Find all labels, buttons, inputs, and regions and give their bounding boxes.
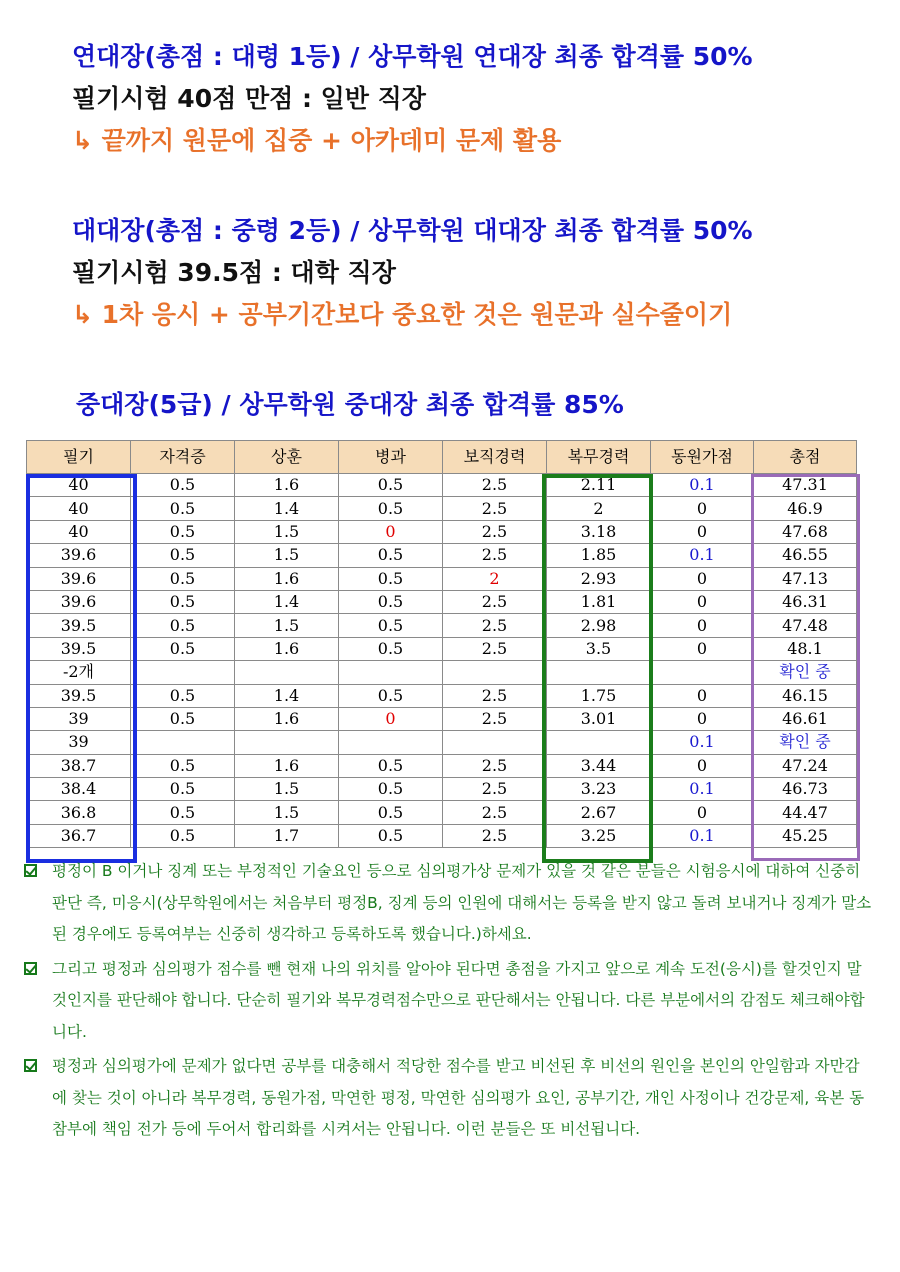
table-cell: 0.5 bbox=[339, 614, 443, 637]
note-item bbox=[22, 954, 872, 1049]
table-cell: 47.48 bbox=[754, 614, 857, 637]
table-cell: 46.9 bbox=[754, 497, 857, 520]
table-cell: 2.5 bbox=[443, 754, 547, 777]
score-table-body bbox=[27, 474, 857, 848]
table-row bbox=[27, 801, 857, 824]
table-row bbox=[27, 474, 857, 497]
section-heading: 중대장(5급) / 상무학원 중대장 최종 합격률 85% bbox=[76, 390, 624, 419]
section-detail: 필기시험 39.5점 : 대학 직장 bbox=[72, 258, 396, 287]
table-cell: 2.5 bbox=[443, 497, 547, 520]
table-cell: 1.5 bbox=[235, 778, 339, 801]
table-row bbox=[27, 590, 857, 613]
table-cell: 3.23 bbox=[547, 778, 651, 801]
table-cell: 46.31 bbox=[754, 590, 857, 613]
table-cell bbox=[547, 661, 651, 684]
section-tip: ↳ 1차 응시 + 공부기간보다 중요한 것은 원문과 실수줄이기 bbox=[72, 300, 733, 329]
table-cell: 2.5 bbox=[443, 520, 547, 543]
table-cell: 0 bbox=[651, 684, 754, 707]
column-header: 병과 bbox=[339, 441, 443, 474]
score-table bbox=[26, 440, 857, 848]
table-cell: 2.93 bbox=[547, 567, 651, 590]
table-cell: 1.6 bbox=[235, 754, 339, 777]
checkbox-checked-icon bbox=[24, 962, 37, 975]
table-cell: 0 bbox=[339, 520, 443, 543]
table-cell: 1.75 bbox=[547, 684, 651, 707]
table-cell: 0.5 bbox=[339, 567, 443, 590]
table-cell: 40 bbox=[27, 497, 131, 520]
table-cell: 0 bbox=[651, 590, 754, 613]
table-cell: 0.5 bbox=[339, 637, 443, 660]
table-cell: 47.31 bbox=[754, 474, 857, 497]
table-cell: 0 bbox=[651, 754, 754, 777]
table-cell: 1.7 bbox=[235, 824, 339, 847]
table-cell: 0.5 bbox=[131, 707, 235, 730]
table-cell: 0.5 bbox=[339, 474, 443, 497]
table-row bbox=[27, 497, 857, 520]
table-cell: 46.55 bbox=[754, 544, 857, 567]
table-cell bbox=[547, 731, 651, 754]
table-cell: 39 bbox=[27, 731, 131, 754]
table-cell: 0 bbox=[651, 614, 754, 637]
section-heading: 연대장(총점 : 대령 1등) / 상무학원 연대장 최종 합격률 50% bbox=[72, 42, 753, 71]
table-cell: 2.5 bbox=[443, 544, 547, 567]
table-cell: 0.1 bbox=[651, 778, 754, 801]
table-cell: 2.5 bbox=[443, 684, 547, 707]
table-cell: 47.24 bbox=[754, 754, 857, 777]
table-cell: 0.1 bbox=[651, 544, 754, 567]
table-cell: 39.6 bbox=[27, 590, 131, 613]
table-cell: 0.5 bbox=[339, 684, 443, 707]
section-lt-colonel bbox=[72, 210, 753, 336]
table-cell: 48.1 bbox=[754, 637, 857, 660]
table-cell: 2.5 bbox=[443, 778, 547, 801]
section-detail: 필기시험 40점 만점 : 일반 직장 bbox=[72, 84, 426, 113]
table-cell bbox=[339, 661, 443, 684]
table-cell: 0.5 bbox=[339, 590, 443, 613]
table-cell: 2 bbox=[443, 567, 547, 590]
table-cell: 3.01 bbox=[547, 707, 651, 730]
table-cell bbox=[235, 661, 339, 684]
table-cell: 1.5 bbox=[235, 544, 339, 567]
table-cell: 0 bbox=[651, 801, 754, 824]
table-cell: 0.5 bbox=[339, 778, 443, 801]
table-row bbox=[27, 707, 857, 730]
table-cell bbox=[235, 731, 339, 754]
table-cell: 1.4 bbox=[235, 590, 339, 613]
table-cell: 40 bbox=[27, 474, 131, 497]
table-cell: 2.98 bbox=[547, 614, 651, 637]
table-cell: 3.44 bbox=[547, 754, 651, 777]
table-cell: 3.5 bbox=[547, 637, 651, 660]
table-cell: 36.7 bbox=[27, 824, 131, 847]
table-row bbox=[27, 520, 857, 543]
table-cell: 0.1 bbox=[651, 824, 754, 847]
table-cell: 39.5 bbox=[27, 614, 131, 637]
table-cell: 39 bbox=[27, 707, 131, 730]
column-header: 보직경력 bbox=[443, 441, 547, 474]
table-row bbox=[27, 754, 857, 777]
table-cell: 0 bbox=[651, 497, 754, 520]
table-cell: 38.4 bbox=[27, 778, 131, 801]
table-cell: 46.15 bbox=[754, 684, 857, 707]
table-cell: 3.18 bbox=[547, 520, 651, 543]
table-cell: 46.73 bbox=[754, 778, 857, 801]
table-cell: 0.5 bbox=[131, 614, 235, 637]
section-colonel bbox=[72, 36, 753, 162]
table-cell: 확인 중 bbox=[754, 661, 857, 684]
note-text: 평정이 B 이거나 징계 또는 부정적인 기술요인 등으로 심의평가상 문제가 있을 것 같은 분들은 시험응시에 대하여 신중히 판단 즉, 미응시(상무학원에서는 처음부터 평정B, 징계 등의 인원에 대해서는 등록을 받지 않고 돌려 보내거나 징계가 말소된 경우에도 등록여부는 신중히 생각하고 등록하도록 했습니다.)하세요. bbox=[52, 862, 872, 943]
table-cell: 0.5 bbox=[339, 754, 443, 777]
table-row bbox=[27, 544, 857, 567]
table-cell: 0.5 bbox=[339, 801, 443, 824]
table-cell: 40 bbox=[27, 520, 131, 543]
table-cell: 2.5 bbox=[443, 614, 547, 637]
checkbox-checked-icon bbox=[24, 864, 37, 877]
table-cell: 0.5 bbox=[131, 824, 235, 847]
column-header: 자격증 bbox=[131, 441, 235, 474]
section-heading: 대대장(총점 : 중령 2등) / 상무학원 대대장 최종 합격률 50% bbox=[72, 216, 753, 245]
table-cell: 2.5 bbox=[443, 801, 547, 824]
table-cell: 39.5 bbox=[27, 637, 131, 660]
note-text: 그리고 평정과 심의평가 점수를 뺀 현재 나의 위치를 알아야 된다면 총점을 가지고 앞으로 계속 도전(응시)를 할것인지 말것인지를 판단해야 합니다. 단순히 필기와 복무경력점수만으로 판단해서는 안됩니다. 다른 부분에서의 감점도 체크해야합니다. bbox=[52, 959, 865, 1041]
table-cell: 2.5 bbox=[443, 824, 547, 847]
table-cell: 0.5 bbox=[131, 567, 235, 590]
table-cell: 2 bbox=[547, 497, 651, 520]
table-cell: 0 bbox=[651, 567, 754, 590]
table-cell: 0.5 bbox=[131, 637, 235, 660]
table-cell: 36.8 bbox=[27, 801, 131, 824]
checkbox-checked-icon bbox=[24, 1059, 37, 1072]
section-captain bbox=[76, 384, 624, 426]
score-table-header bbox=[27, 441, 857, 474]
table-cell: 1.81 bbox=[547, 590, 651, 613]
table-cell bbox=[443, 661, 547, 684]
table-cell: 2.5 bbox=[443, 707, 547, 730]
table-cell: 47.68 bbox=[754, 520, 857, 543]
table-cell: 47.13 bbox=[754, 567, 857, 590]
table-cell: 0.5 bbox=[131, 801, 235, 824]
table-cell: 38.7 bbox=[27, 754, 131, 777]
table-cell: 2.5 bbox=[443, 637, 547, 660]
table-cell: 0.5 bbox=[131, 474, 235, 497]
table-cell: 0 bbox=[339, 707, 443, 730]
table-row bbox=[27, 778, 857, 801]
table-cell: 1.4 bbox=[235, 684, 339, 707]
table-cell: 1.6 bbox=[235, 637, 339, 660]
table-cell: 1.5 bbox=[235, 520, 339, 543]
table-cell: 3.25 bbox=[547, 824, 651, 847]
note-text: 평정과 심의평가에 문제가 없다면 공부를 대충해서 적당한 점수를 받고 비선된 후 비선의 원인을 본인의 안일함과 자만감에 찾는 것이 아니라 복무경력, 동원가점, 막연한 평정, 막연한 심의평가 요인, 공부기간, 개인 사정이나 건강문제, 육본 동참부에 책임 전가 등에 두어서 합리화를 시켜서는 안됩니다. 이런 분들은 또 비선됩니다. bbox=[52, 1057, 865, 1138]
table-cell: 0.5 bbox=[131, 544, 235, 567]
table-cell: 46.61 bbox=[754, 707, 857, 730]
table-cell: 0.5 bbox=[339, 824, 443, 847]
table-cell: 2.11 bbox=[547, 474, 651, 497]
table-cell: 0.5 bbox=[131, 754, 235, 777]
column-header: 필기 bbox=[27, 441, 131, 474]
column-header: 총점 bbox=[754, 441, 857, 474]
table-cell: 39.6 bbox=[27, 544, 131, 567]
table-cell: 2.5 bbox=[443, 590, 547, 613]
table-cell: 0.5 bbox=[131, 778, 235, 801]
table-cell bbox=[651, 661, 754, 684]
table-cell: 1.5 bbox=[235, 614, 339, 637]
table-cell: 1.5 bbox=[235, 801, 339, 824]
table-cell: 0.1 bbox=[651, 474, 754, 497]
table-cell: 39.5 bbox=[27, 684, 131, 707]
table-cell bbox=[339, 731, 443, 754]
table-cell: 1.6 bbox=[235, 567, 339, 590]
table-cell: 확인 중 bbox=[754, 731, 857, 754]
table-cell: 1.85 bbox=[547, 544, 651, 567]
table-row bbox=[27, 614, 857, 637]
table-row bbox=[27, 661, 857, 684]
table-cell: 1.4 bbox=[235, 497, 339, 520]
table-cell: 44.47 bbox=[754, 801, 857, 824]
table-cell bbox=[131, 731, 235, 754]
table-row bbox=[27, 731, 857, 754]
column-header: 상훈 bbox=[235, 441, 339, 474]
table-cell: 45.25 bbox=[754, 824, 857, 847]
table-cell bbox=[443, 731, 547, 754]
table-cell: 1.6 bbox=[235, 707, 339, 730]
table-cell: 2.5 bbox=[443, 474, 547, 497]
table-cell: 0 bbox=[651, 637, 754, 660]
table-cell: 0.5 bbox=[131, 590, 235, 613]
table-cell: 39.6 bbox=[27, 567, 131, 590]
table-row bbox=[27, 824, 857, 847]
table-cell: 0.5 bbox=[131, 520, 235, 543]
table-row bbox=[27, 637, 857, 660]
table-cell: 0.5 bbox=[131, 497, 235, 520]
table-cell: 0.5 bbox=[131, 684, 235, 707]
section-tip: ↳ 끝까지 원문에 집중 + 아카데미 문제 활용 bbox=[72, 126, 562, 155]
table-cell: 2.67 bbox=[547, 801, 651, 824]
table-cell: 0.1 bbox=[651, 731, 754, 754]
notes-list bbox=[22, 856, 872, 1149]
table-cell bbox=[131, 661, 235, 684]
table-cell: 0 bbox=[651, 707, 754, 730]
table-cell: 0.5 bbox=[339, 544, 443, 567]
column-header: 복무경력 bbox=[547, 441, 651, 474]
table-cell: 1.6 bbox=[235, 474, 339, 497]
table-cell: -2개 bbox=[27, 661, 131, 684]
column-header: 동원가점 bbox=[651, 441, 754, 474]
table-cell: 0.5 bbox=[339, 497, 443, 520]
table-row bbox=[27, 567, 857, 590]
note-item bbox=[22, 856, 872, 951]
table-row bbox=[27, 684, 857, 707]
note-item bbox=[22, 1051, 872, 1146]
table-cell: 0 bbox=[651, 520, 754, 543]
